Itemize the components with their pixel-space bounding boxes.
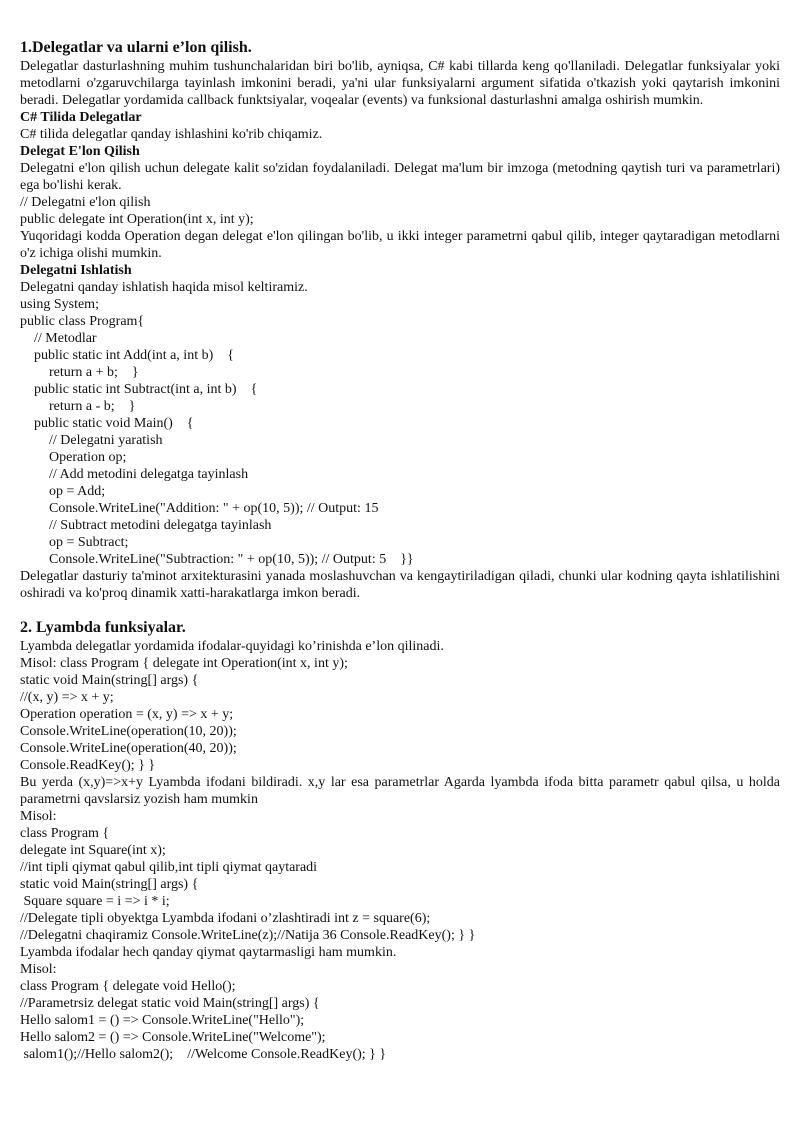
code-line: public static int Subtract(int a, int b) { (34, 382, 258, 397)
code-line: Square square = i => i * i; (20, 894, 170, 909)
code-line: Misol: class Program { delegate int Operation(int x, int y); (20, 656, 348, 671)
code-line: return a + b; } (49, 365, 139, 380)
code-line: static void Main(string[] args) { (20, 877, 199, 892)
subheading-csharp-delegates: C# Tilida Delegatlar (20, 110, 142, 125)
code-line: using System; (20, 297, 99, 312)
code-line: static void Main(string[] args) { (20, 673, 199, 688)
section-1-title: 1.Delegatlar va ularni e’lon qilish. (20, 39, 252, 56)
code-line: // Metodlar (34, 331, 97, 346)
code-line: Console.WriteLine("Subtraction: " + op(10, 5)); // Output: 5 }} (49, 552, 414, 567)
code-line: class Program { delegate void Hello(); (20, 979, 236, 994)
code-line: //int tipli qiymat qabul qilib,int tipli qiymat qaytaradi (20, 860, 318, 875)
code-line: Console.WriteLine("Addition: " + op(10, 5)); // Output: 15 (49, 501, 379, 516)
code-line: Hello salom2 = () => Console.WriteLine("Welcome"); (20, 1030, 326, 1045)
section-2-title: 2. Lyambda funksiyalar. (20, 619, 186, 636)
code-line: //Delegatni chaqiramiz Console.WriteLine(z);//Natija 36 Console.ReadKey(); } } (20, 928, 476, 943)
code-line: public static void Main() { (34, 416, 194, 431)
section-2-block-a (20, 638, 780, 774)
code-line: Console.WriteLine(operation(40, 20)); (20, 741, 237, 756)
section-1-conclusion: Delegatlar dasturiy ta'minot arxitekturasini yanada moslashuvchan va kengaytiriladigan qiladi, chunki ular kodning qayta ishlatilishini oshiradi va ko'proq dinamik xatti-harakatlarga imkon beradi. (20, 569, 780, 601)
subheading-2-explanation: Yuqoridagi kodda Operation degan delegat e'lon qilingan bo'lib, u ikki integer parametrni qabul qilib, integer qaytaradigan metodlarni o'z ichiga olishi mumkin. (20, 229, 780, 261)
code-line: //Parametrsiz delegat static void Main(string[] args) { (20, 996, 320, 1011)
code-line: class Program { (20, 826, 110, 841)
code-line: public static int Add(int a, int b) { (34, 348, 234, 363)
code-line: Hello salom1 = () => Console.WriteLine("Hello"); (20, 1013, 305, 1028)
subheading-using-delegate: Delegatni Ishlatish (20, 263, 132, 278)
code-line: op = Subtract; (49, 535, 129, 550)
section-1-intro: Delegatlar dasturlashning muhim tushunchalaridan biri bo'lib, ayniqsa, C# kabi tillarda keng qo'llaniladi. Delegatlar funksiyalar yoki metodlarni o'zgaruvchilarga tayinlash imkonini beradi, ya'ni ular funksiyalarni argument sifatida o'tkazish yoki qaytarish imkonini beradi. Delegatlar yordamida callback funktsiyalar, voqealar (events) va funksional dasturlashni amalga oshirish mumkin. (20, 59, 780, 108)
subheading-1-text: C# tilida delegatlar qanday ishlashini ko'rib chiqamiz. (20, 127, 323, 142)
code-line: // Delegatni yaratish (49, 433, 163, 448)
code-line: delegate int Square(int x); (20, 843, 166, 858)
code-line: Console.ReadKey(); } } (20, 758, 156, 773)
code-line: Console.WriteLine(operation(10, 20)); (20, 724, 237, 739)
code-line: Operation op; (49, 450, 127, 465)
code-line: Lyambda delegatlar yordamida ifodalar-quyidagi ko’rinishda e’lon qilinadi. (20, 639, 444, 654)
code-block-example (20, 296, 780, 568)
code-line: op = Add; (49, 484, 106, 499)
subheading-3-text: Delegatni qanday ishlatish haqida misol keltiramiz. (20, 280, 308, 295)
code-line: Operation operation = (x, y) => x + y; (20, 707, 234, 722)
code-line: Misol: (20, 962, 57, 977)
code-line: Lyambda ifodalar hech qanday qiymat qaytarmasligi ham mumkin. (20, 945, 397, 960)
code-line: public delegate int Operation(int x, int y); (20, 212, 254, 227)
section-2-block-b (20, 808, 780, 1063)
code-line: // Subtract metodini delegatga tayinlash (49, 518, 272, 533)
code-line: //Delegate tipli obyektga Lyambda ifodani o’zlashtiradi int z = square(6); (20, 911, 431, 926)
code-line: public class Program{ (20, 314, 145, 329)
code-line: salom1();//Hello salom2(); //Welcome Console.ReadKey(); } } (20, 1047, 387, 1062)
code-line: // Delegatni e'lon qilish (20, 195, 151, 210)
code-line: Misol: (20, 809, 57, 824)
code-line: return a - b; } (49, 399, 136, 414)
section-2-explanation: Bu yerda (x,y)=>x+y Lyambda ifodani bildiradi. x,y lar esa parametrlar Agarda lyambda ifoda bitta parametr qabul qilsa, u holda parametrni qavslarsiz yozish ham mumkin (20, 775, 780, 807)
code-line: // Add metodini delegatga tayinlash (49, 467, 249, 482)
code-line: //(x, y) => x + y; (20, 690, 114, 705)
subheading-2-text: Delegatni e'lon qilish uchun delegate kalit so'zidan foydalaniladi. Delegat ma'lum bir imzoga (metodning qaytish turi va parametrlari) ega bo'lishi kerak. (20, 161, 780, 193)
subheading-delegate-declaration: Delegat E'lon Qilish (20, 144, 140, 159)
